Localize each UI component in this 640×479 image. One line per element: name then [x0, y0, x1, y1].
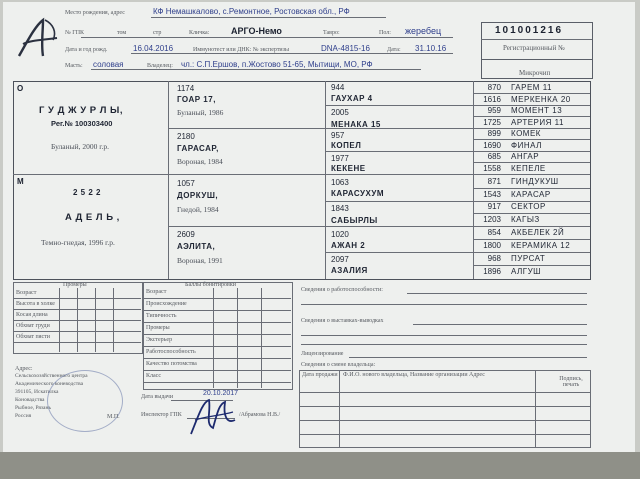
gen3-num: 944 [331, 83, 345, 92]
gen2-desc: Буланый, 1986 [177, 108, 224, 117]
owner-changes-table [299, 370, 591, 448]
shows-label: Сведения о выставках-выводках [301, 318, 384, 324]
gen4-name: КЕПЕЛЕ [511, 164, 546, 173]
gen4-name: МОМЕНТ 13 [511, 106, 563, 115]
gen4-name: ГАРЕМ 11 [511, 83, 552, 92]
gen4-num: 1690 [483, 141, 501, 150]
microchip-label: Микрочип [519, 69, 551, 77]
gen2-name: ДОРКУШ, [177, 191, 219, 200]
color-label: Масть: [65, 63, 83, 69]
address-line: Академического коневодства [15, 381, 84, 387]
gen4-num: 959 [487, 106, 501, 115]
gen4-name: ПУРСАТ [511, 254, 546, 263]
gen2-num: 2180 [177, 132, 195, 141]
address-line: Рыбное, Рязань [15, 405, 51, 411]
scores-title: Баллы бонитировки [185, 282, 236, 288]
score-row-label: Качество потомства [146, 361, 197, 367]
gen4-num: 917 [487, 202, 501, 211]
performance-label: Сведения о работоспособности: [301, 287, 383, 293]
col-signature: Подпись, печать [559, 376, 583, 388]
gen4-name: АНГАР [511, 152, 540, 161]
measure-row-label: Возраст [16, 290, 37, 296]
dob-value: 16.04.2016 [133, 44, 174, 53]
signature-icon [187, 394, 239, 440]
gen3-name: МЕНАКА 15 [331, 120, 381, 129]
gen2-num: 1057 [177, 179, 195, 188]
address-line: 391105, Искатилка [15, 389, 59, 395]
signer-name: /Абрамова Н.В./ [239, 412, 281, 418]
gen3-name: ГАУХАР 4 [331, 94, 373, 103]
dam-reg: 2 5 2 2 [73, 188, 101, 197]
gen3-num: 1020 [331, 230, 349, 239]
gen3-num: 957 [331, 131, 345, 140]
registration-number: 101001216 [495, 25, 564, 36]
dam-marker: М [17, 177, 24, 186]
col-new-owner: Ф.И.О. нового владельца, Название организации Адрес [343, 372, 485, 378]
gen4-name: СЕКТОР [511, 202, 546, 211]
score-row-label: Работоспособность [146, 349, 196, 355]
nickname-label: Кличка: [189, 30, 210, 36]
gen3-num: 1843 [331, 204, 349, 213]
sire-marker: О [17, 84, 24, 93]
gen4-name: ФИНАЛ [511, 141, 542, 150]
measure-row-label: Высота в холке [16, 301, 55, 307]
score-row-label: Класс [146, 373, 161, 379]
gen2-desc: Вороная, 1991 [177, 256, 223, 265]
sex-label: Пол: [379, 30, 391, 36]
address-line: Россия [15, 413, 32, 419]
owner-value: чл.: С.П.Ершов, п.Жостово 51-65, Мытищи, МО, РФ [181, 60, 373, 69]
sire-name: Г У Д Ж У Р Л Ы, [39, 105, 123, 116]
registration-label: Регистрационный № [503, 44, 565, 52]
score-row-label: Возраст [146, 289, 167, 295]
gen3-name: КЕКЕНЕ [331, 164, 366, 173]
gen4-num: 1558 [483, 164, 501, 173]
gen4-name: ГИНДУКУШ [511, 177, 559, 186]
gen4-name: КАГЫЗ [511, 215, 540, 224]
address-line: Коновадства [15, 397, 45, 403]
stamp-circle [47, 370, 123, 432]
measures-title: Промеры [63, 282, 87, 288]
gen3-name: КОПЕЛ [331, 141, 362, 150]
gen4-name: АРТЕРИЯ 11 [511, 118, 564, 127]
licensing-label: Лицензирование [301, 351, 344, 357]
gen3-num: 1977 [331, 154, 349, 163]
gen3-num: 2005 [331, 108, 349, 117]
birthplace-label: Место рождения, адрес [65, 10, 125, 16]
gen3-name: АЗАЛИЯ [331, 266, 368, 275]
owner-changes-label: Сведения о смене владельца: [301, 362, 376, 368]
gen4-name: КАРАСАР [511, 190, 551, 199]
table-surface [0, 452, 640, 479]
nickname-value: АРГО-Немо [231, 26, 282, 36]
sire-reg: Рег.№ 100303400 [51, 119, 113, 128]
gen4-name: АЛГУШ [511, 267, 542, 276]
gen2-desc: Вороная, 1984 [177, 157, 223, 166]
issue-date-value: 20.10.2017 [203, 390, 239, 397]
gen2-num: 1174 [177, 84, 195, 93]
measure-row-label: Косая длина [16, 312, 48, 318]
score-row-label: Промеры [146, 325, 170, 331]
gen4-name: АКБЕЛЕК 2Й [511, 228, 565, 237]
gen2-num: 2609 [177, 230, 195, 239]
gen4-num: 871 [487, 177, 501, 186]
gen4-num: 1896 [483, 267, 501, 276]
inspector-label: Инспектор ГПК [141, 412, 182, 418]
issue-date-label: Дата выдачи [141, 394, 174, 400]
gen4-num: 854 [487, 228, 501, 237]
seal-label: М.П. [107, 414, 120, 420]
color-value: соловая [93, 60, 124, 69]
owner-label: Владелец: [147, 63, 173, 69]
sex-value: жеребец [405, 26, 442, 36]
gen3-name: АЖАН 2 [331, 241, 366, 250]
gen2-name: АЭЛИТА, [177, 242, 216, 251]
gpk-label: № ГПК [65, 30, 85, 36]
gen4-name: МЕРКЕНКА 20 [511, 95, 571, 104]
birthplace-value: КФ Немашкалово, с.Ремонтное, Ростовская обл., РФ [153, 7, 350, 16]
dam-name: А Д Е Л Ь , [65, 212, 120, 223]
date-value: 31.10.16 [415, 44, 447, 53]
gen4-num: 899 [487, 129, 501, 138]
gen4-num: 1543 [483, 190, 501, 199]
gen3-name: КАРАСУХУМ [331, 189, 384, 198]
gen4-num: 1616 [483, 95, 501, 104]
dna-value: DNA-4815-16 [321, 44, 370, 53]
gen2-name: ГАРАСАР, [177, 144, 219, 153]
col-sale-date: Дата продажи [302, 372, 338, 378]
logo-emblem-icon [13, 16, 61, 60]
address-label: Адрес: [15, 366, 33, 372]
gen2-desc: Гнедой, 1984 [177, 205, 219, 214]
gen4-num: 1725 [483, 118, 501, 127]
dob-label: Дата и год рожд. [65, 47, 108, 53]
page-label: стр [153, 30, 162, 36]
brand-label: Тавро: [323, 30, 340, 36]
gen4-num: 1800 [483, 241, 501, 250]
dam-desc: Темно-гнедая, 1996 г.р. [41, 238, 115, 247]
gen4-num: 870 [487, 83, 501, 92]
gen3-name: САБЫРЛЫ [331, 216, 378, 225]
gen2-name: ГОАР 17, [177, 95, 216, 104]
pedigree-certificate [3, 2, 635, 454]
gen4-name: КОМЕК [511, 129, 541, 138]
gen4-num: 1203 [483, 215, 501, 224]
gen4-name: КЕРАМИКА 12 [511, 241, 571, 250]
logo [13, 16, 61, 65]
dna-label: Иммунотест или ДНК: № экспертизы [193, 47, 290, 53]
gen4-num: 685 [487, 152, 501, 161]
gen3-num: 1063 [331, 178, 349, 187]
volume-label: том [117, 30, 127, 36]
gen4-num: 968 [487, 254, 501, 263]
measure-row-label: Обхват груди [16, 323, 50, 329]
address-line: Сельскохозяйственного центра [15, 373, 88, 379]
date-label: Дата: [387, 47, 401, 53]
score-row-label: Происхождение [146, 301, 187, 307]
measure-row-label: Обхват пясти [16, 334, 51, 340]
score-row-label: Типичность [146, 313, 177, 319]
score-row-label: Экстерьер [146, 337, 173, 343]
gen3-num: 2097 [331, 255, 349, 264]
sire-desc: Буланый, 2000 г.р. [51, 142, 110, 151]
